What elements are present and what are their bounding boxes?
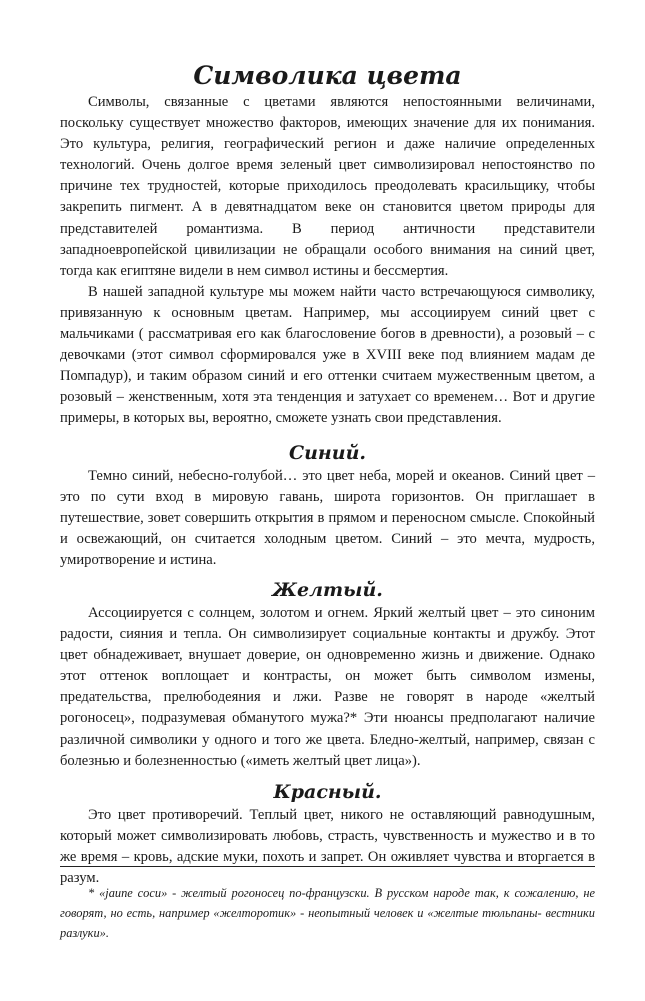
footnote: * «jaune cocu» - желтый рогоносец по-французски. В русском народе так, к сожалению, не говорят, но есть, например «желторотик» - неопытный человек и «желтые тюльпаны- вестники разлуки». bbox=[60, 886, 595, 940]
intro-paragraph: В нашей западной культуре мы можем найти часто встречающуюся символику, привязанную к основным цветам. Например, мы ассоциируем синий цвет с мальчиками ( рассматривая его как благословение богов в древности), а розовый – с девочками (этот символ сформировался уже в XVIII веке под влиянием мадам де Помпадур), и таким образом синий и его оттенки считаем мужественным цветом, а розовый – женственным, хотя эта тенденция и затухает со временем… Вот и другие примеры, в которых вы, вероятно, сможете узнать свои представления. bbox=[60, 283, 595, 427]
page-content bbox=[60, 60, 595, 889]
section-text-red: Это цвет противоречий. Теплый цвет, никого не оставляющий равнодушным, который может символизировать любовь, страсть, чувственность и мужество и в то же время – кровь, адские муки, похоть и запрет. Он оживляет чувства и вторгается в разум. bbox=[60, 806, 595, 886]
intro-paragraph: Символы, связанные с цветами являются непостоянными величинами, поскольку существует множество факторов, имеющих значение для их понимания. Это культура, религия, географический регион и даже наличие определенных технологий. Очень долгое время зеленый цвет символизировал непостоянство по причине тех трудностей, которые приходилось преодолевать красильщику, чтобы закрепить пигмент. А в девятнадцатом веке он становится цветом природы для представителей романтизма. В период античности представители западноевропейской цивилизации не обращали особого внимания на синий цвет, тогда как египтяне видели в нем символ истины и бессмертия. bbox=[60, 94, 595, 279]
section-text-yellow: Ассоциируется с солнцем, золотом и огнем. Яркий желтый цвет – это синоним радости, сияния и тепла. Он символизирует социальные контакты и дружбу. Этот цвет обнадеживает, внушает доверие, он одновременно жизнь и движение. Однако этот оттенок воплощает и контрасты, он может быть символом измены, предательства, прелюбодеяния и лжи. Разве не говорят в народе «желтый рогоносец», подразумевая обманутого мужа?* Эти нюансы предполагают наличие различной символики у одного и того же цвета. Бледно-желтый, например, связан с болезнью и болезненностью («иметь желтый цвет лица»). bbox=[60, 604, 595, 769]
page-title: Символика цвета bbox=[193, 61, 462, 90]
footnote-divider bbox=[60, 866, 595, 867]
section-heading-blue: Синий. bbox=[288, 441, 367, 464]
section-heading-red: Красный. bbox=[273, 780, 382, 803]
section-heading-yellow: Желтый. bbox=[272, 578, 383, 601]
section-text-blue: Темно синий, небесно-голубой… это цвет неба, морей и океанов. Синий цвет – это по сути вход в мировую гавань, широта горизонтов. Он приглашает в путешествие, зовет совершить открытия в прямом и переносном смысле. Спокойный и освежающий, он считается холодным цветом. Синий – это мечта, мудрость, умиротворение и истина. bbox=[60, 467, 595, 568]
